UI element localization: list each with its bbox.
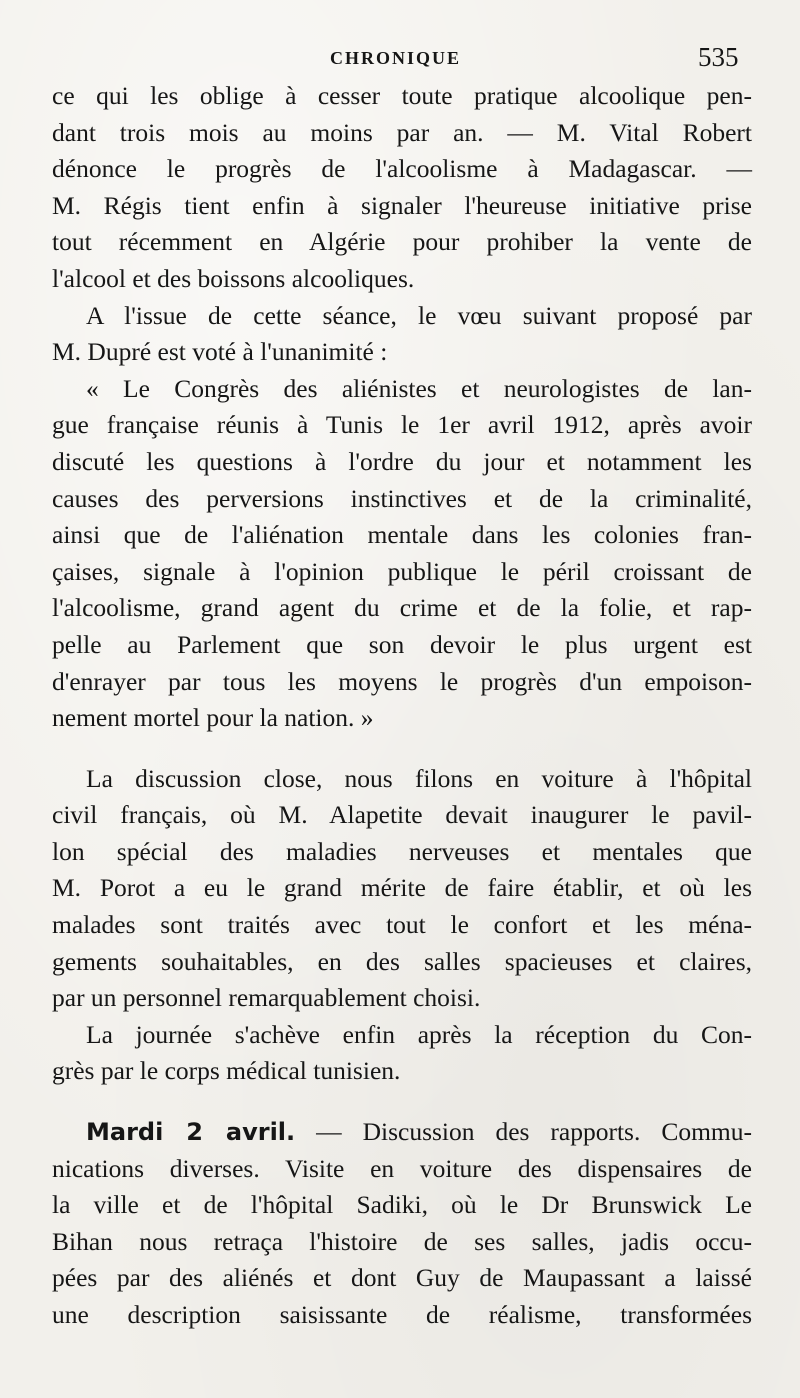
text-line: l'alcoolisme, grand agent du crime et de la folie, et rap- [52,593,752,623]
text-line: lon spécial des maladies nerveuses et mentales que [52,836,752,866]
text-line: M. Dupré est voté à l'unanimité : [52,337,388,367]
paragraph-1 [52,78,752,298]
paragraph-4 [52,761,752,1017]
text-line: M. Porot a eu le grand mérite de faire établir, et où les [52,873,752,903]
text-line: ce qui les oblige à cesser toute pratique alcoolique pen- [52,81,752,110]
text-line: ainsi que de l'aliénation mentale dans les colonies fran- [52,520,752,550]
paragraph-gap [52,1090,752,1114]
text-line: une description saisissante de réalisme, transformées [52,1300,752,1329]
body-text [52,78,752,1334]
text-line: tout récemment en Algérie pour prohiber la vente de [52,227,752,257]
page-number: 535 [698,42,739,72]
text-line: gements souhaitables, en des salles spacieuses et claires, [52,946,752,976]
paragraph-5 [52,1017,752,1090]
text-line: la ville et de l'hôpital Sadiki, où le Dr Brunswick Le [52,1190,752,1220]
text-line: dant trois mois au moins par an. — M. Vital Robert [52,117,752,147]
text-line: gue française réunis à Tunis le 1er avril 1912, après avoir [52,410,752,440]
text-line: La discussion close, nous filons en voiture à l'hôpital [86,763,752,793]
text-line: nications diverses. Visite en voiture des dispensaires de [52,1153,752,1183]
paragraph-vow [52,371,752,737]
text-line: M. Régis tient enfin à signaler l'heureuse initiative prise [52,190,752,220]
day-heading: Mardi 2 avril. [86,1118,296,1147]
running-head: CHRONIQUE [330,48,462,68]
text-line: pées par des aliénés et dont Guy de Maupassant a laissé [52,1263,752,1293]
text-line: pelle au Parlement que son devoir le plus urgent est [52,629,752,659]
text-line: A l'issue de cette séance, le vœu suivant proposé par [86,300,752,330]
text-line: Bihan nous retraça l'histoire de ses salles, jadis occu- [52,1226,752,1256]
text-line: causes des perversions instinctives et de la criminalité, [52,483,752,513]
page-header [0,42,800,74]
text-line: civil français, où M. Alapetite devait inaugurer le pavil- [52,800,752,830]
text-line: dénonce le progrès de l'alcoolisme à Madagascar. — [52,154,752,184]
text-line: « Le Congrès des aliénistes et neurologistes de lan- [86,373,752,403]
paragraph-mardi [52,1114,752,1334]
text-line: par un personnel remarquablement choisi. [52,983,481,1013]
text-line: malades sont traités avec tout le confort et les ména- [52,910,752,940]
text-line: La journée s'achève enfin après la réception du Con- [86,1019,752,1049]
paragraph-2 [52,298,752,371]
text-line: grès par le corps médical tunisien. [52,1056,401,1086]
text-fragment: — Discussion des rapports. Commu- [295,1117,752,1147]
paragraph-gap [52,737,752,761]
text-line [52,1114,752,1151]
text-line: discuté les questions à l'ordre du jour et notamment les [52,446,752,476]
text-line: l'alcool et des boissons alcooliques. [52,263,415,293]
text-line: çaises, signale à l'opinion publique le péril croissant de [52,556,752,586]
text-line: nement mortel pour la nation. » [52,703,374,733]
text-line: d'enrayer par tous les moyens le progrès d'un empoison- [52,666,752,696]
